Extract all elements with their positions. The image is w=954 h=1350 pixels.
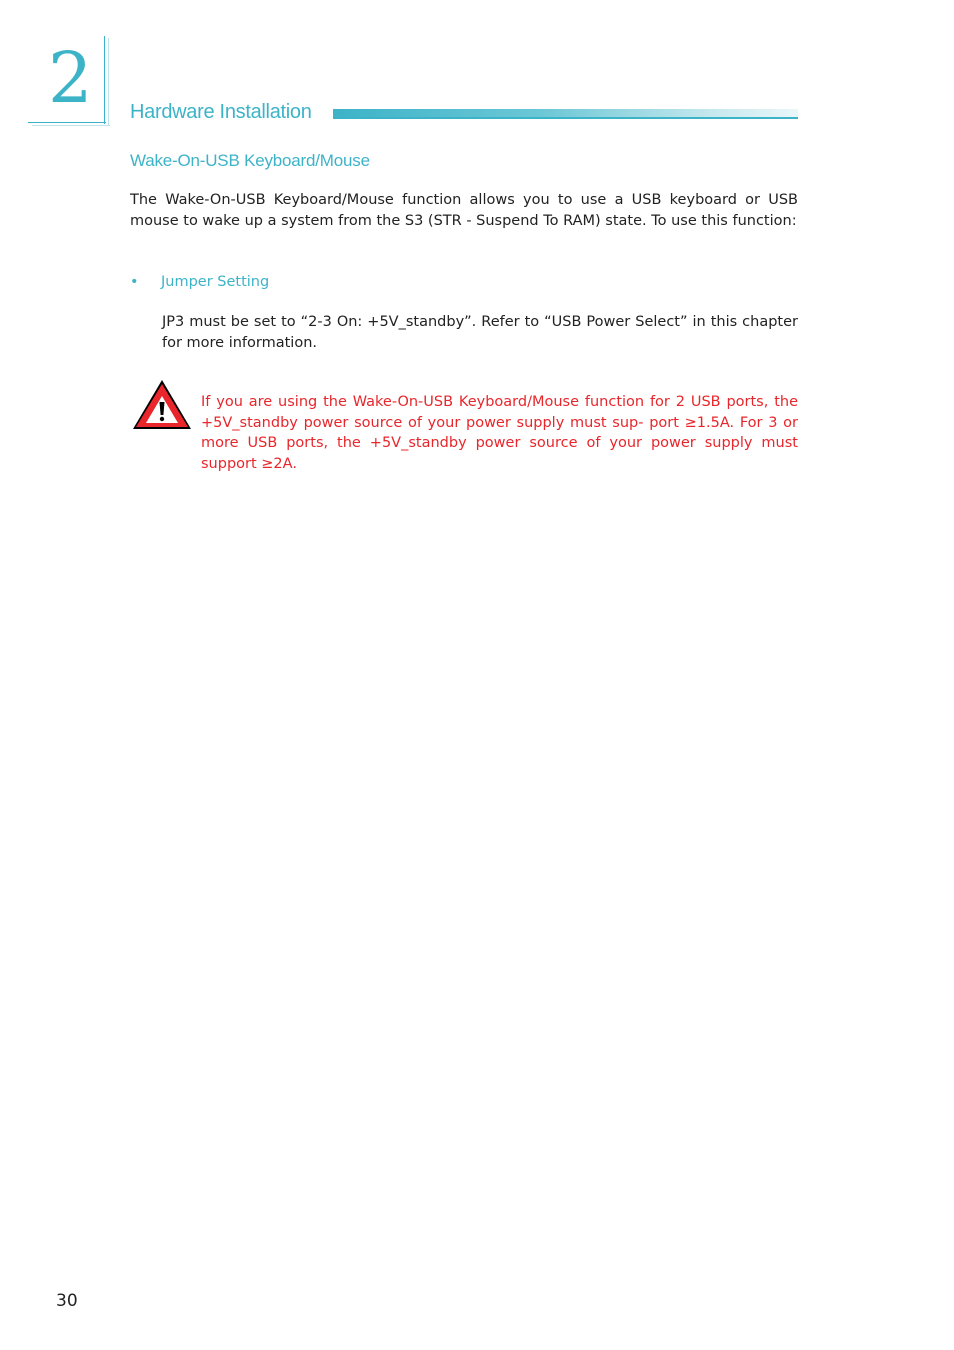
chapter-marker [28, 36, 106, 126]
chapter-marker-shadow-line [108, 38, 109, 126]
bullet-marker: • [130, 274, 139, 290]
bullet-label: Jumper Setting [161, 274, 270, 290]
chapter-marker-line [104, 36, 105, 124]
chapter-marker-shadow-underline [32, 125, 110, 126]
intro-paragraph: The Wake-On-USB Keyboard/Mouse function allows you to use a USB keyboard or USB mouse to wake up a system from the S3 (STR - Suspend To RAM) state. To use this function: [130, 192, 798, 229]
warning-triangle-icon [131, 378, 193, 432]
page-number: 30 [56, 1291, 78, 1311]
warning-paragraph: If you are using the Wake-On-USB Keyboard/Mouse function for 2 USB ports, the +5V_standby power source of your power supply must sup- port ≥1.5A. For 3 or more USB ports, the +5V_standby power source of your power supply must support ≥2A. [201, 394, 798, 472]
section-title: Wake-On-USB Keyboard/Mouse [130, 151, 370, 170]
chapter-marker-underline [28, 122, 106, 123]
jumper-paragraph: JP3 must be set to “2-3 On: +5V_standby”. Refer to “USB Power Select” in this chapter for more information. [162, 314, 798, 351]
bullet-item-jumper-setting [130, 272, 269, 292]
header-gradient-bar [333, 109, 798, 117]
chapter-title: Hardware Installation [130, 101, 312, 123]
chapter-number: 2 [48, 37, 93, 119]
header-rule [333, 117, 798, 119]
